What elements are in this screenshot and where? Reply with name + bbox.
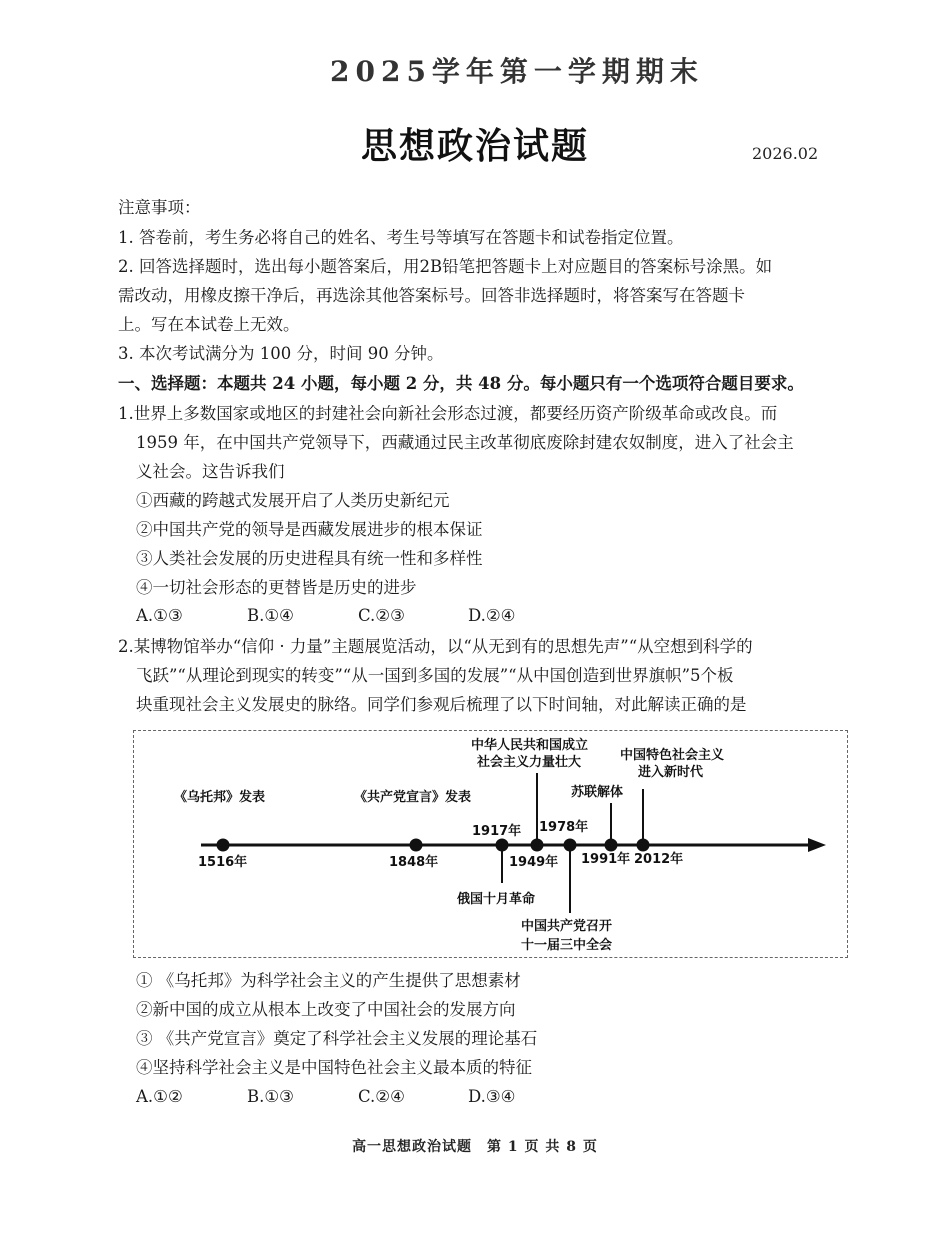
timeline-arrowhead bbox=[808, 838, 826, 852]
notice-line: 2. 回答选择题时，选出每小题答案后，用2B铅笔把答题卡上对应题目的答案标号涂黑。如 bbox=[118, 257, 773, 276]
q1-item: ③人类社会发展的历史进程具有统一性和多样性 bbox=[136, 549, 483, 568]
section-heading: 一、选择题：本题共 24 小题，每小题 2 分，共 48 分。每小题只有一个选项符合题目要求。 bbox=[118, 374, 804, 393]
year-label-1917: 1917年 bbox=[472, 824, 522, 839]
point-1848 bbox=[410, 839, 423, 852]
event-plenum-line2: 十一届三中全会 bbox=[521, 938, 613, 953]
event-utopia: 《乌托邦》发表 bbox=[174, 790, 266, 805]
event-plenum-line1: 中国共产党召开 bbox=[521, 919, 613, 934]
cropped-header-text: 2025学年第一学期期末 bbox=[330, 55, 704, 88]
q2-stem-line: 飞跃”“从理论到现实的转变”“从一国到多国的发展”“从中国创造到世界旗帜”5个板 bbox=[136, 666, 734, 685]
year-label-1949: 1949年 bbox=[509, 855, 559, 870]
q1-stem-line: 1.世界上多数国家或地区的封建社会向新社会形态过渡，都要经历资产阶级革命或改良。而 bbox=[118, 404, 778, 423]
year-label-2012: 2012年 bbox=[634, 852, 684, 867]
notice-heading: 注意事项： bbox=[118, 198, 201, 217]
q2-option-a: A.①② bbox=[136, 1087, 183, 1106]
notice-line: 上。写在本试卷上无效。 bbox=[118, 315, 300, 334]
year-label-1978: 1978年 bbox=[539, 820, 589, 835]
page-title: 思想政治试题 bbox=[360, 125, 589, 167]
q1-stem-line: 义社会。这告诉我们 bbox=[136, 462, 285, 481]
q1-item: ②中国共产党的领导是西藏发展进步的根本保证 bbox=[136, 520, 483, 539]
notice-line: 需改动，用橡皮擦干净后，再选涂其他答案标号。回答非选择题时，将答案写在答题卡 bbox=[118, 286, 745, 305]
q2-item: ②新中国的成立从根本上改变了中国社会的发展方向 bbox=[136, 1000, 516, 1019]
event-cn-special-line2: 进入新时代 bbox=[638, 765, 704, 780]
event-manifesto: 《共产党宣言》发表 bbox=[354, 790, 472, 805]
exam-date: 2026.02 bbox=[752, 144, 819, 163]
q1-option-d: D.②④ bbox=[468, 606, 516, 625]
page-footer: 高一思想政治试题 第 1 页 共 8 页 bbox=[352, 1139, 598, 1155]
point-2012 bbox=[637, 839, 650, 852]
year-label-1516: 1516年 bbox=[198, 855, 248, 870]
point-1949 bbox=[531, 839, 544, 852]
point-1991 bbox=[605, 839, 618, 852]
q2-item: ① 《乌托邦》为科学社会主义的产生提供了思想素材 bbox=[136, 971, 521, 990]
q1-option-c: C.②③ bbox=[358, 606, 405, 625]
timeline-figure bbox=[133, 730, 848, 958]
event-october: 俄国十月革命 bbox=[457, 892, 536, 907]
event-ussr: 苏联解体 bbox=[571, 785, 624, 800]
point-1917 bbox=[496, 839, 509, 852]
q1-option-b: B.①④ bbox=[247, 606, 294, 625]
event-prc-line1: 中华人民共和国成立 bbox=[471, 738, 589, 753]
point-1978 bbox=[564, 839, 577, 852]
q1-item: ①西藏的跨越式发展开启了人类历史新纪元 bbox=[136, 491, 450, 510]
year-label-1848: 1848年 bbox=[389, 855, 439, 870]
notice-line: 1. 答卷前，考生务必将自己的姓名、考生号等填写在答题卡和试卷指定位置。 bbox=[118, 228, 684, 247]
point-1516 bbox=[217, 839, 230, 852]
q2-item: ③ 《共产党宣言》奠定了科学社会主义发展的理论基石 bbox=[136, 1029, 538, 1048]
q2-item: ④坚持科学社会主义是中国特色社会主义最本质的特征 bbox=[136, 1058, 532, 1077]
timeline-svg bbox=[134, 731, 849, 959]
notice-line: 3. 本次考试满分为 100 分，时间 90 分钟。 bbox=[118, 344, 444, 363]
q2-stem-line: 块重现社会主义发展史的脉络。同学们参观后梳理了以下时间轴，对此解读正确的是 bbox=[136, 695, 747, 714]
q1-item: ④一切社会形态的更替皆是历史的进步 bbox=[136, 578, 417, 597]
event-cn-special-line1: 中国特色社会主义 bbox=[620, 748, 725, 763]
q2-option-d: D.③④ bbox=[468, 1087, 516, 1106]
q2-option-b: B.①③ bbox=[247, 1087, 294, 1106]
year-label-1991: 1991年 bbox=[581, 852, 631, 867]
q2-stem-line: 2.某博物馆举办“信仰 · 力量”主题展览活动，以“从无到有的思想先声”“从空想到科学的 bbox=[118, 637, 753, 656]
q1-option-a: A.①③ bbox=[136, 606, 183, 625]
event-prc-line2: 社会主义力量壮大 bbox=[477, 755, 582, 770]
q2-option-c: C.②④ bbox=[358, 1087, 405, 1106]
q1-stem-line: 1959 年，在中国共产党领导下，西藏通过民主改革彻底废除封建农奴制度，进入了社会主 bbox=[136, 433, 794, 452]
